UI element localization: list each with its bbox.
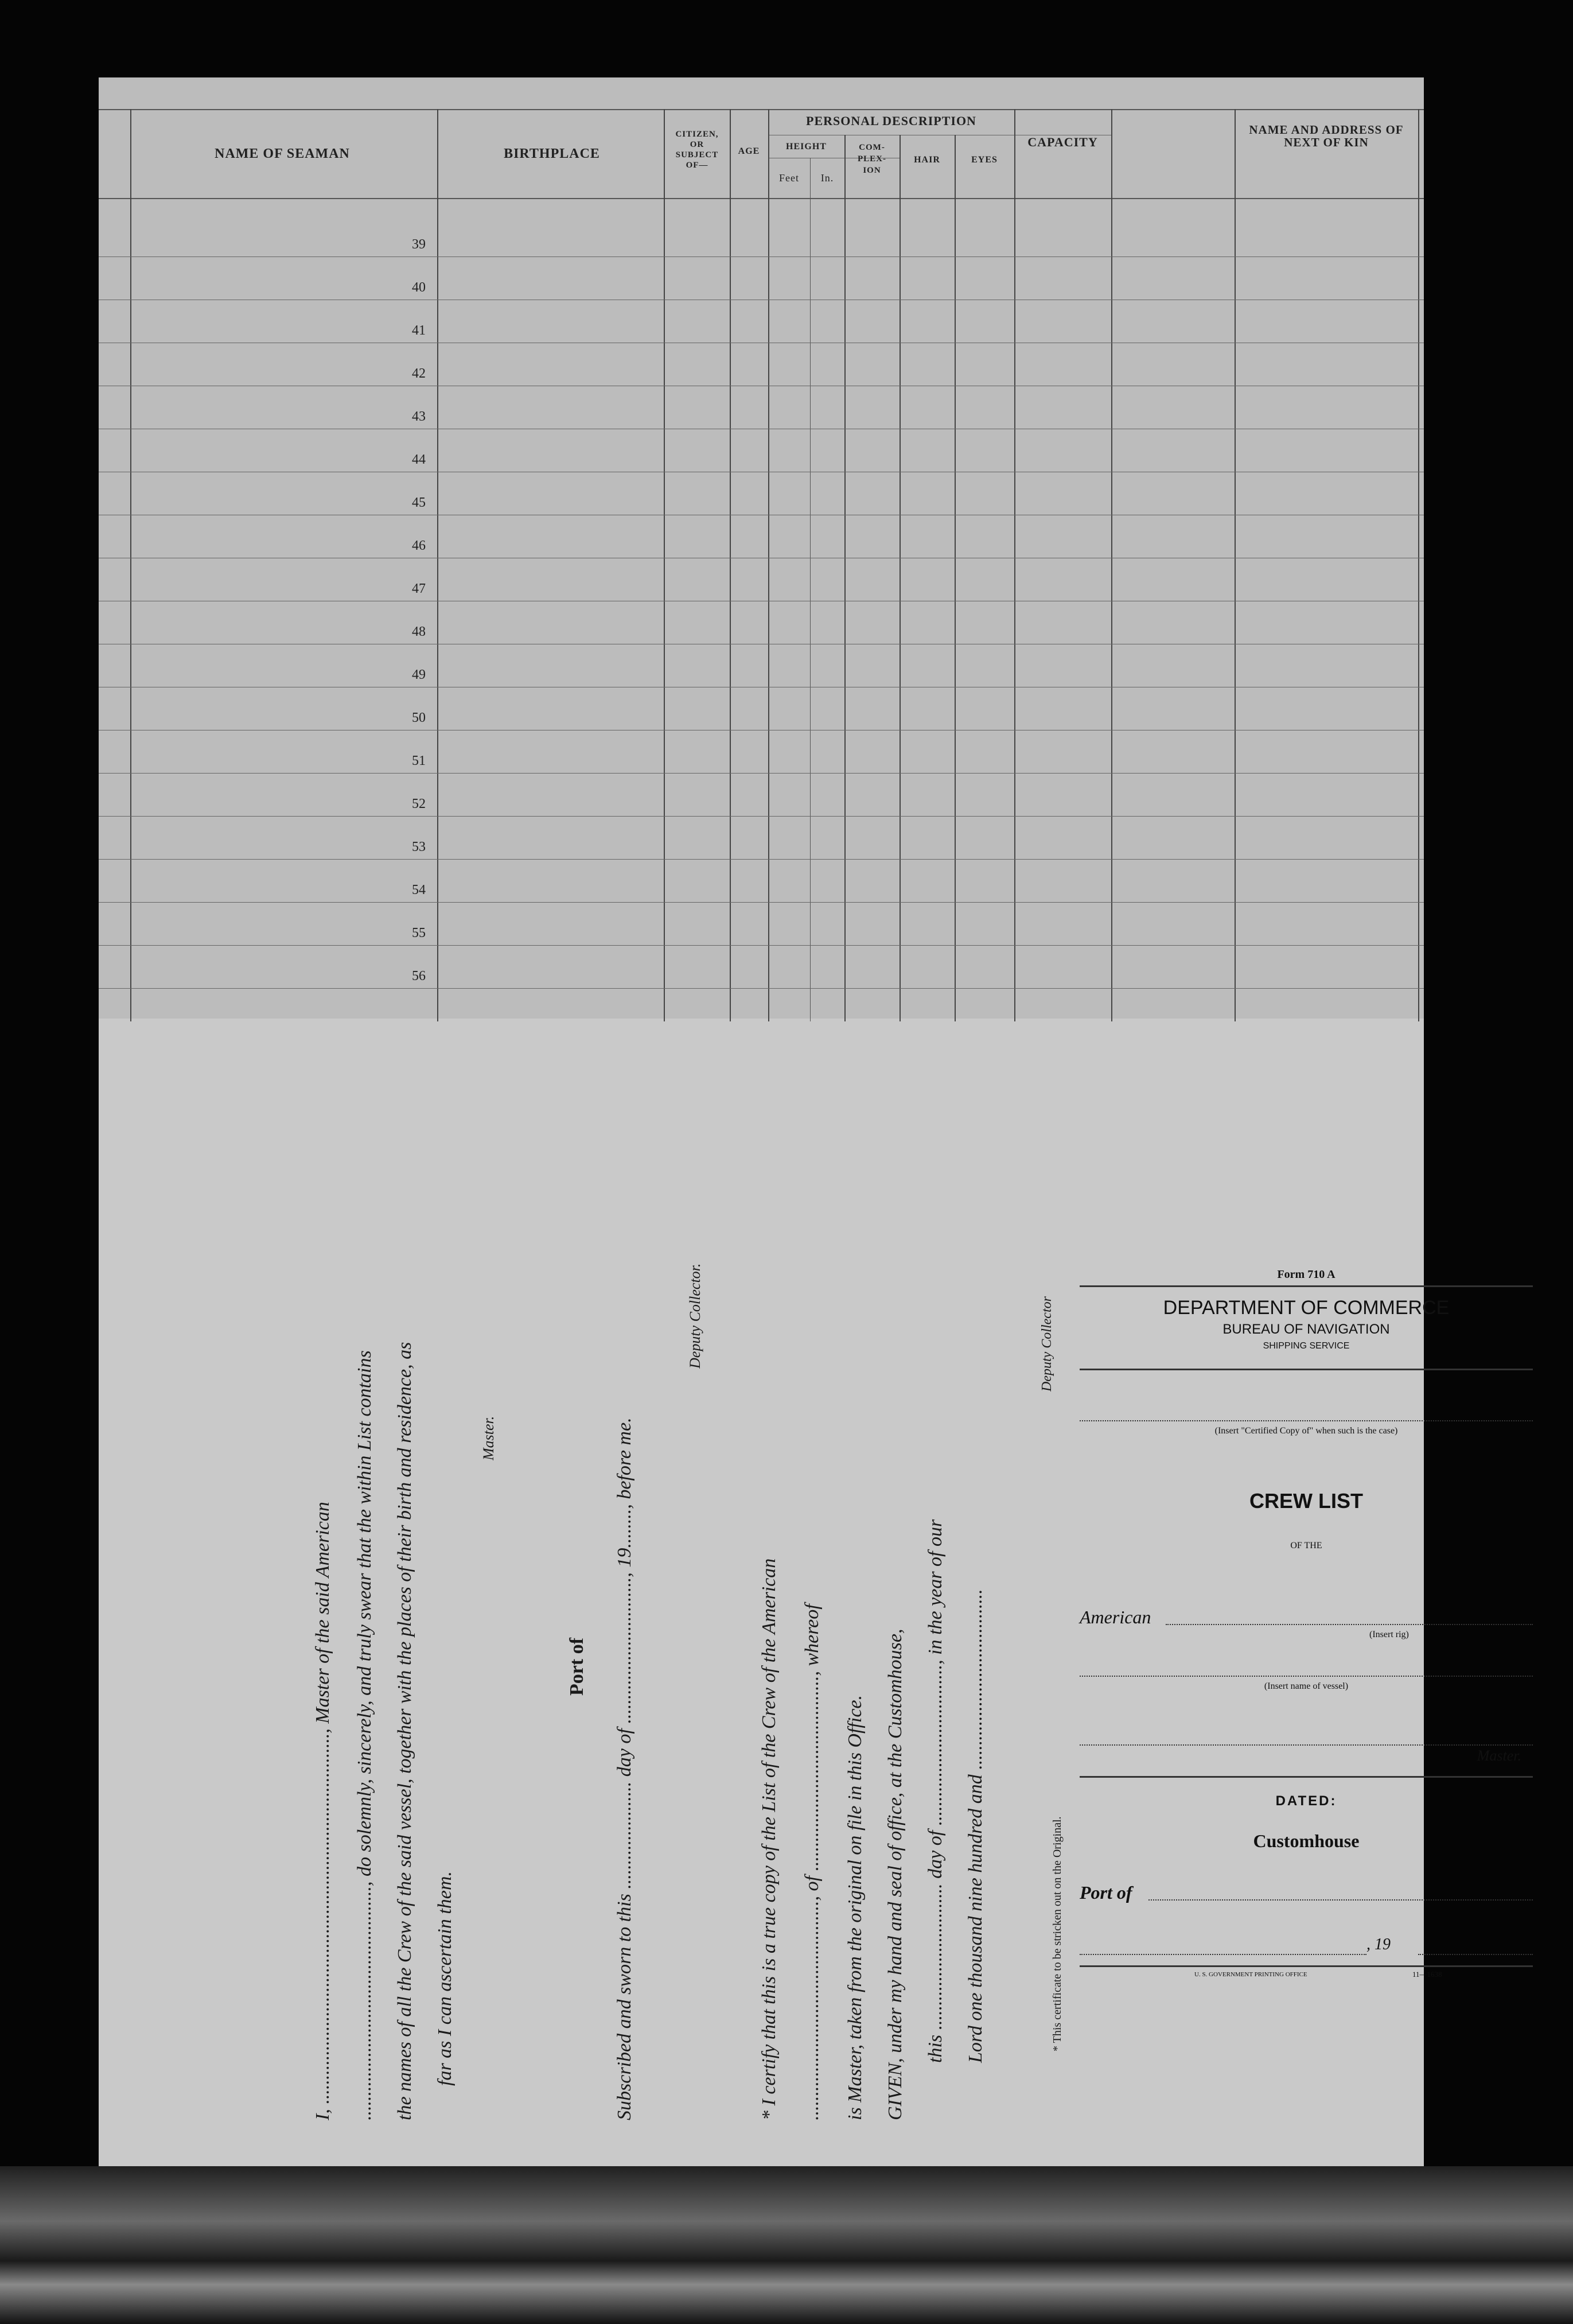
service-rule xyxy=(1080,1369,1533,1370)
bureau-name: BUREAU OF NAVIGATION xyxy=(1222,1322,1390,1337)
row-rule xyxy=(99,816,1424,817)
crew-list-sheet xyxy=(99,77,1521,2166)
row-number: 40 xyxy=(412,280,426,295)
certificate-line-3: is Master, taken from the original on file in this Office. xyxy=(844,1695,866,2120)
department-name: DEPARTMENT OF COMMERCE xyxy=(1163,1297,1450,1319)
certificate-footnote: * This certificate to be stricken out on the Original. xyxy=(1051,1816,1064,2051)
insert-name-note: (Insert name of vessel) xyxy=(1264,1681,1349,1691)
col-rule-citizen xyxy=(730,109,731,1021)
port-line xyxy=(1148,1899,1533,1901)
row-rule xyxy=(99,902,1424,903)
row-number: 53 xyxy=(412,840,426,854)
customhouse-label: Customhouse xyxy=(1253,1831,1360,1851)
col-rule-capacity xyxy=(1111,109,1112,1021)
col-rule-left xyxy=(130,109,131,1021)
row-number: 42 xyxy=(412,366,426,381)
rig-line xyxy=(1166,1624,1533,1625)
master-line xyxy=(1080,1744,1533,1746)
row-number: 54 xyxy=(412,883,426,897)
crew-ledger-table xyxy=(99,77,1424,1019)
insert-rig-note: (Insert rig) xyxy=(1369,1630,1409,1639)
crew-list-title: CREW LIST xyxy=(1249,1489,1363,1513)
oath-line-3: the names of all the Crew of the said vessel, together with the places of their birth and residence, as xyxy=(394,1342,415,2120)
row-rule xyxy=(99,945,1424,946)
header-complexion: COM- PLEX- ION xyxy=(858,143,886,175)
certificate-line-2: ............................................., of ........................................, whereof xyxy=(801,1604,823,2120)
row-number: 45 xyxy=(412,495,426,510)
col-rule-age xyxy=(768,109,769,1021)
print-code: 11—1638 xyxy=(1412,1970,1442,1979)
table-top-rule xyxy=(99,109,1424,110)
service-name: SHIPPING SERVICE xyxy=(1263,1341,1350,1351)
row-number: 50 xyxy=(412,710,426,725)
col-rule-hair xyxy=(955,135,956,1021)
oath-port-of: Port of xyxy=(566,1637,587,1696)
american-label: American xyxy=(1080,1607,1151,1627)
year-line xyxy=(1418,1954,1533,1955)
col-rule-kin xyxy=(1235,109,1236,1021)
col-rule-eyes xyxy=(1014,109,1015,1021)
row-rule xyxy=(99,773,1424,774)
year-label: , 19 xyxy=(1366,1936,1391,1953)
dated-rule xyxy=(1080,1776,1533,1778)
certificate-line-4: GIVEN, under my hand and seal of office, at the Customhouse, xyxy=(885,1629,906,2120)
oath-line-4: far as I can ascertain them. xyxy=(434,1871,455,2086)
oath-deputy-collector: Deputy Collector. xyxy=(687,1263,703,1369)
row-number: 52 xyxy=(412,796,426,811)
oath-line-1: I, ............................................................................, Master of the said American xyxy=(312,1502,333,2120)
insert-certified-note: (Insert "Certified Copy of" when such is the case) xyxy=(1214,1426,1398,1436)
scan-bottom-edge xyxy=(0,2166,1573,2324)
row-number: 56 xyxy=(412,969,426,984)
vessel-name-line xyxy=(1080,1676,1533,1677)
header-feet: Feet xyxy=(779,172,799,184)
row-number: 51 xyxy=(412,753,426,768)
cover-port-of-label: Port of xyxy=(1080,1882,1132,1903)
date-line xyxy=(1080,1954,1366,1955)
oath-subscribed: Subscribed and sworn to this ...................... day of .............................., 19........, before me. xyxy=(614,1417,635,2120)
certified-copy-line xyxy=(1080,1420,1533,1421)
certificate-line-5: this .............................. day of ................................., in the year of our xyxy=(925,1519,946,2063)
header-next-of-kin: NAME AND ADDRESS OF NEXT OF KIN xyxy=(1249,123,1404,149)
form-rule xyxy=(1080,1285,1533,1287)
header-hair: HAIR xyxy=(914,155,940,165)
header-eyes: EYES xyxy=(971,155,998,165)
cover-panel xyxy=(1080,1179,1533,2011)
row-number: 41 xyxy=(412,323,426,338)
row-number: 48 xyxy=(412,624,426,639)
row-number: 55 xyxy=(412,926,426,941)
of-the-label: OF THE xyxy=(1290,1541,1322,1550)
printer-rule xyxy=(1080,1965,1533,1967)
certificate-line-1: * I certify that this is a true copy of the List of the Crew of the American xyxy=(758,1558,780,2120)
header-inches: In. xyxy=(820,172,834,184)
row-number: 46 xyxy=(412,538,426,553)
row-number: 39 xyxy=(412,237,426,252)
certificate-deputy-collector: Deputy Collector xyxy=(1039,1296,1054,1392)
col-rule-birthplace xyxy=(664,109,665,1021)
header-bottom-rule xyxy=(99,198,1424,199)
row-number: 44 xyxy=(412,452,426,467)
header-birthplace: BIRTHPLACE xyxy=(504,146,600,161)
form-number: Form 710 A xyxy=(1277,1268,1336,1281)
header-capacity: CAPACITY xyxy=(1027,135,1098,149)
oath-master-label: Master. xyxy=(480,1416,497,1460)
header-age: AGE xyxy=(738,146,760,156)
col-rule-complexion xyxy=(900,135,901,1021)
row-number: 49 xyxy=(412,667,426,682)
row-rule xyxy=(99,859,1424,860)
oath-line-2: ................................................, do solemnly, sincerely, and truly swear that the within List contains xyxy=(354,1350,375,2120)
certificate-line-6: Lord one thousand nine hundred and ..................................... xyxy=(965,1589,986,2063)
col-rule-feet xyxy=(810,158,811,1021)
col-rule-inches xyxy=(844,135,846,1021)
header-height: HEIGHT xyxy=(786,142,827,151)
row-number: 47 xyxy=(412,581,426,596)
dated-label: DATED: xyxy=(1275,1793,1337,1809)
col-rule-name xyxy=(437,109,438,1021)
printer-label: U. S. GOVERNMENT PRINTING OFFICE xyxy=(1194,1971,1307,1978)
header-personal-description: PERSONAL DESCRIPTION xyxy=(806,114,976,128)
row-rule xyxy=(99,988,1424,989)
row-number: 43 xyxy=(412,409,426,424)
header-name-of-seaman: NAME OF SEAMAN xyxy=(215,146,350,161)
col-rule-right xyxy=(1418,109,1419,1021)
cover-master-label: Master. xyxy=(1477,1747,1521,1764)
header-citizen: CITIZEN, OR SUBJECT OF— xyxy=(675,130,719,170)
